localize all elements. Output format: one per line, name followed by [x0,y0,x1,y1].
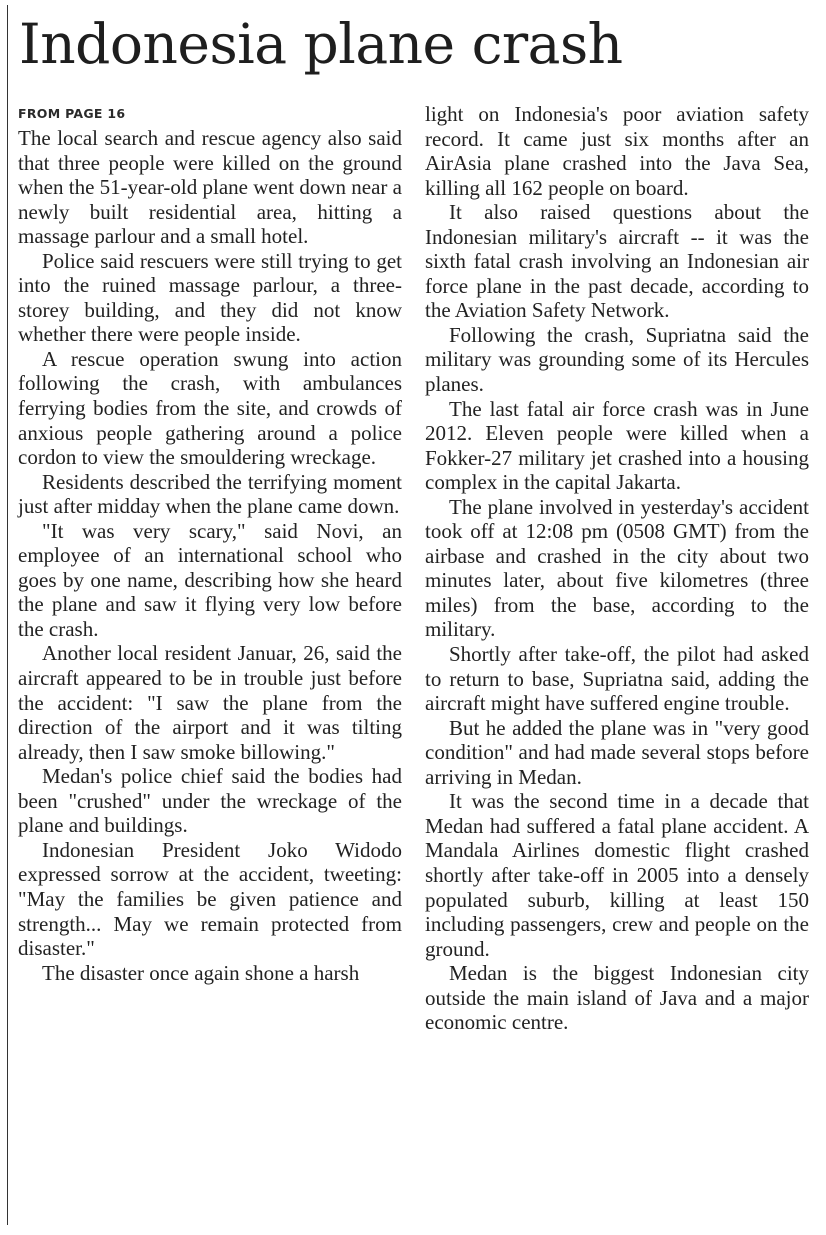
paragraph: The plane involved in yesterday's accident took off at 12:08 pm (0508 GMT) from the airbase and crashed in the city about two minutes later, about five kilometres (three miles) from the base, according to the military. [425,494,809,642]
paragraph: Shortly after take-off, the pilot had asked to return to base, Supriatna said, adding the aircraft might have suffered engine trouble. [425,642,809,716]
paragraph: It also raised questions about the Indonesian military's aircraft -- it was the sixth fatal crash involving an Indonesian air force plane in the past decade, according to the Aviation Safety Network. [425,200,809,323]
paragraph: It was the second time in a decade that Medan had suffered a fatal plane accident. A Mandala Airlines domestic flight crashed shortly after take-off in 2005 into a densely populated suburb, killing at least 150 including passengers, crew and people on the ground. [425,789,809,961]
paragraph: Following the crash, Supriatna said the military was grounding some of its Hercules planes. [425,322,809,397]
paragraph: The last fatal air force crash was in June 2012. Eleven people were killed when a Fokker-27 military jet crashed into a housing complex in the capital Jakarta. [425,396,809,495]
paragraph: The disaster once again shone a harsh [42,960,360,985]
paragraph: Another local resident Januar, 26, said the aircraft appeared to be in trouble just before the accident: "I saw the plane from the direction of the airport and it was tilting already, then I saw smoke billowing." [18,641,402,764]
paragraph: Medan is the biggest Indonesian city outside the main island of Java and a major economic centre. [425,961,809,1035]
paragraph: "It was very scary," said Novi, an employee of an international school who goes by one name, describing how she heard the plane and saw it flying very low before the crash. [18,518,402,641]
jump-kicker: FROM PAGE 16 [18,106,126,121]
paragraph: Medan's police chief said the bodies had been "crushed" under the wreckage of the plane and buildings. [18,764,402,838]
headline: Indonesia plane crash [19,12,623,76]
column-rule [7,5,8,1225]
article-column-right [425,102,809,1035]
paragraph: Indonesian President Joko Widodo expressed sorrow at the accident, tweeting: "May the families be given patience and strength... May we remain protected from disaster." [18,837,402,961]
paragraph: Police said rescuers were still trying to get into the ruined massage parlour, a three-storey building, and they did not know whether there were people inside. [18,248,402,347]
paragraph: A rescue operation swung into action following the crash, with ambulances ferrying bodies from the site, and crowds of anxious people gathering around a police cordon to view the smouldering wreckage. [18,346,402,470]
paragraph: But he added the plane was in "very good condition" and had made several stops before arriving in Medan. [425,715,809,789]
paragraph: light on Indonesia's poor aviation safety record. It came just six months after an AirAsia plane crashed into the Java Sea, killing all 162 people on board. [425,102,809,200]
article-column-left [18,102,402,985]
paragraph: The local search and rescue agency also said that three people were killed on the ground when the 51-year-old plane went down near a newly built residential area, hitting a massage parlour and a small hotel. [18,126,402,249]
paragraph: Residents described the terrifying moment just after midday when the plane came down. [18,469,402,519]
